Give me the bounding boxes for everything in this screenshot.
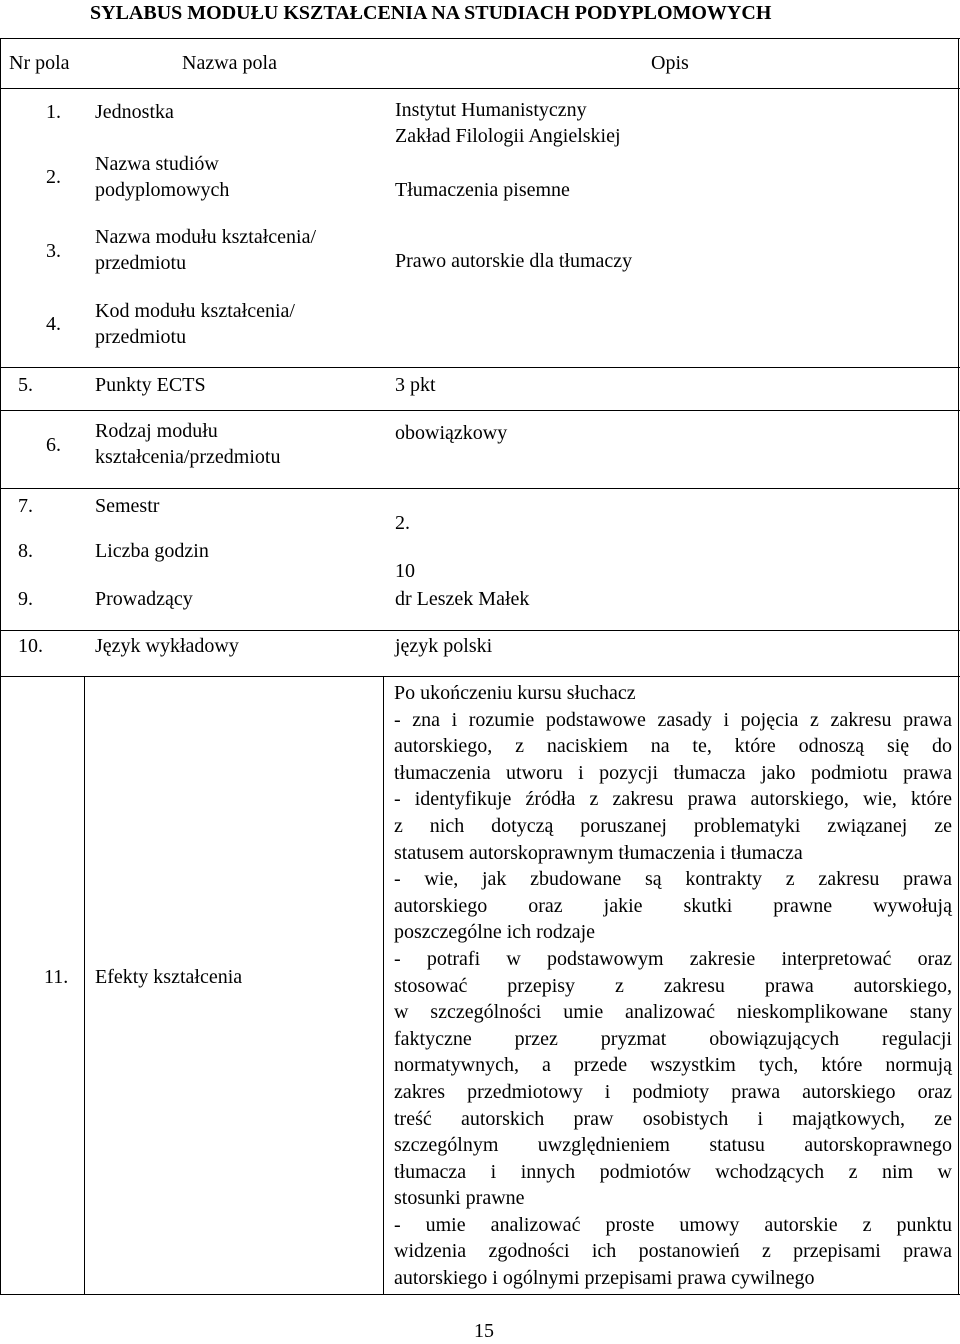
field-value: 10 <box>395 560 415 582</box>
outcome-line: statusem autorskoprawnym tłumaczenia i tłumacza <box>394 841 803 864</box>
field-name: Jednostka <box>95 101 174 123</box>
field-value: 2. <box>395 512 410 534</box>
row-number: 11. <box>44 966 69 988</box>
outcome-line: autorskiego oraz jakie skutki prawne wywołują <box>394 894 952 917</box>
row-number: 6. <box>46 434 61 456</box>
table-border-top <box>0 38 960 39</box>
outcome-line: stosunki prawne <box>394 1187 525 1210</box>
outcome-line: faktyczne przez pryzmat obowiązujących regulacji <box>394 1027 952 1050</box>
row-divider <box>0 676 960 677</box>
row-divider <box>0 488 960 489</box>
header-name: Nazwa pola <box>182 52 277 74</box>
row-divider <box>0 630 960 631</box>
outcome-line: autorskiego i ogólnymi przepisami prawa cywilnego <box>394 1267 815 1290</box>
field-name: podyplomowych <box>95 179 230 201</box>
outcome-line: poszczególne ich rodzaje <box>394 921 596 944</box>
outcome-line: - potrafi w podstawowym zakresie interpretować oraz <box>394 947 952 970</box>
outcome-line: - wie, jak zbudowane są kontrakty z zakresu prawa <box>394 868 952 891</box>
outcome-line: autorskiego, z naciskiem na te, które odnoszą się do <box>394 735 952 758</box>
row-number: 10. <box>18 635 43 657</box>
outcome-line: - zna i rozumie podstawowe zasady i pojęcia z zakresu prawa <box>394 708 952 731</box>
table-border-bottom <box>0 1294 960 1295</box>
row-number: 9. <box>18 588 33 610</box>
field-value: 3 pkt <box>395 374 436 396</box>
field-name: Kod modułu kształcenia/ <box>95 300 295 322</box>
field-name: Rodzaj modułu <box>95 420 218 442</box>
page-number: 15 <box>474 1320 494 1342</box>
row-number: 8. <box>18 540 33 562</box>
table-border-left <box>0 38 1 1295</box>
learning-outcomes <box>394 680 952 1292</box>
outcome-line: normatywnych, a przede wszystkim tych, które normują <box>394 1054 952 1077</box>
field-name: Liczba godzin <box>95 540 209 562</box>
field-name: Efekty kształcenia <box>95 966 243 988</box>
field-value: Zakład Filologii Angielskiej <box>395 125 621 147</box>
row-number: 1. <box>46 101 61 123</box>
header-divider <box>0 88 960 89</box>
row-number: 3. <box>46 240 61 262</box>
field-name: Semestr <box>95 495 160 517</box>
field-value: dr Leszek Małek <box>395 588 530 610</box>
row-divider <box>0 410 960 411</box>
table-border-right <box>958 38 959 1295</box>
outcome-line: szczególnym uwzględnieniem statusu autorskoprawnego <box>394 1134 952 1157</box>
column-divider <box>383 676 384 1295</box>
field-value: język polski <box>395 635 493 657</box>
outcome-line: tłumaczenia utworu i pozycji tłumacza jako podmiotu prawa <box>394 761 952 784</box>
row-number: 4. <box>46 313 61 335</box>
row-number: 7. <box>18 495 33 517</box>
outcome-line: treść autorskich praw osobistych i majątkowych, ze <box>394 1107 952 1130</box>
outcome-line: widzenia zgodności ich postanowień z przepisami prawa <box>394 1240 952 1263</box>
field-value: Tłumaczenia pisemne <box>395 179 570 201</box>
outcome-line: tłumacza i innych podmiotów wchodzących z nim w <box>394 1160 952 1183</box>
field-value: Prawo autorskie dla tłumaczy <box>395 250 633 272</box>
header-desc: Opis <box>651 52 689 74</box>
row-number: 5. <box>18 374 33 396</box>
field-name: Nazwa modułu kształcenia/ <box>95 226 317 248</box>
field-name: kształcenia/przedmiotu <box>95 446 281 468</box>
outcome-line: - umie analizować proste umowy autorskie z punktu <box>394 1213 952 1236</box>
outcome-line: Po ukończeniu kursu słuchacz <box>394 682 636 704</box>
field-value: Instytut Humanistyczny <box>395 99 587 121</box>
outcome-line: w szczególności umie analizować nieskomplikowane stany <box>394 1001 952 1024</box>
field-name: przedmiotu <box>95 326 187 348</box>
header-nr: Nr pola <box>9 52 70 74</box>
outcome-line: z nich dotyczą poruszanej problematyki związanej ze <box>394 814 952 837</box>
field-name: Punkty ECTS <box>95 374 206 396</box>
outcome-line: - identyfikuje źródła z zakresu prawa autorskiego, wie, które <box>394 788 952 811</box>
field-name: Prowadzący <box>95 588 193 610</box>
outcome-line: zakres przedmiotowy i podmioty prawa autorskiego oraz <box>394 1080 952 1103</box>
field-value: obowiązkowy <box>395 422 508 444</box>
outcome-line: stosować przepisy z zakresu prawa autorskiego, <box>394 974 952 997</box>
field-name: Język wykładowy <box>95 635 239 657</box>
row-divider <box>0 367 960 368</box>
field-name: przedmiotu <box>95 252 187 274</box>
column-divider <box>84 676 85 1295</box>
field-name: Nazwa studiów <box>95 153 219 175</box>
row-number: 2. <box>46 166 61 188</box>
page-title: SYLABUS MODUŁU KSZTAŁCENIA NA STUDIACH PODYPLOMOWYCH <box>90 2 772 24</box>
